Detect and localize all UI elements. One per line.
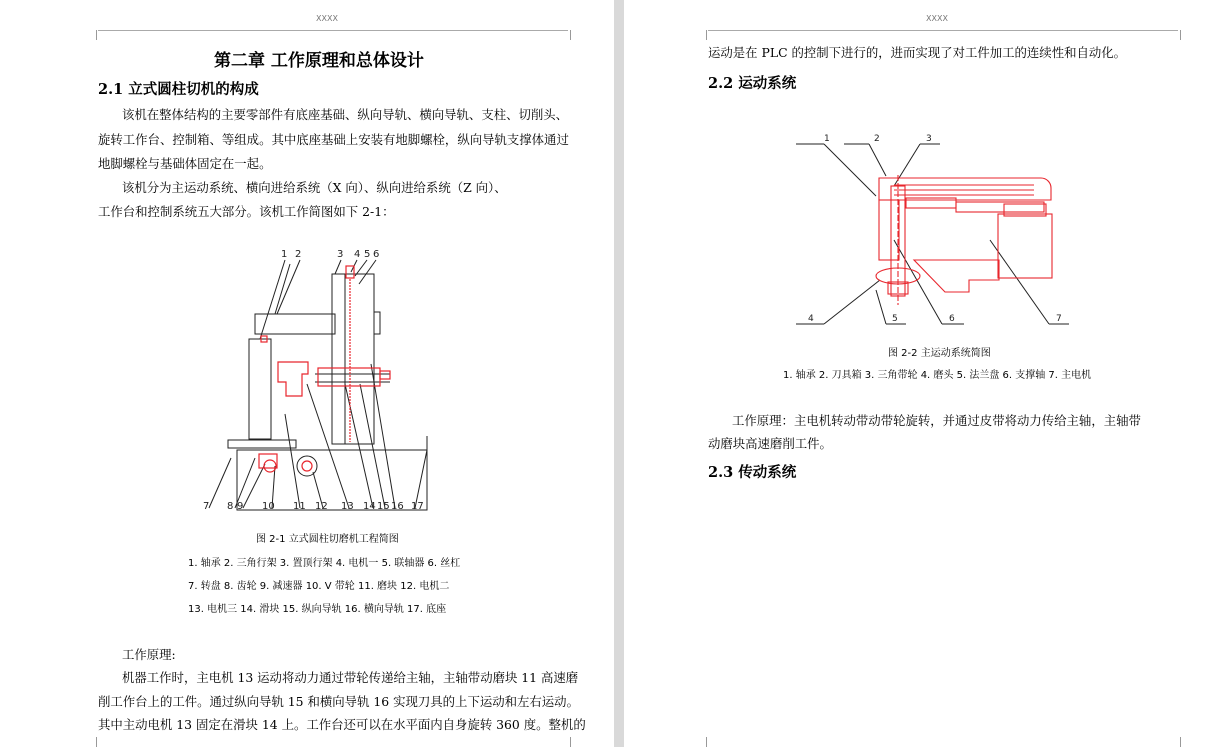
paragraph-line: 工作台和控制系统五大部分。该机工作简图如下 2-1： <box>98 204 395 219</box>
section-heading: 2.1 立式圆柱切机的构成 <box>98 81 259 98</box>
fig1-label: 3 <box>337 249 344 260</box>
fig1-label: 2 <box>295 249 302 260</box>
paragraph-line: 该机在整体结构的主要零部件有底座基础、纵向导轨、横向导轨、支柱、切削头、 <box>122 107 569 122</box>
header-rule <box>98 30 568 31</box>
fig1-label: 4 <box>354 249 361 260</box>
figure-legend-line: 1. 轴承 2. 刀具箱 3. 三角带轮 4. 磨头 5. 法兰盘 6. 支撑轴 7. 主电机 <box>783 370 1092 381</box>
paragraph-line: 动磨块高速磨削工件。 <box>708 436 832 451</box>
paragraph-line: 削工作台上的工件。通过纵向导轨 15 和横向导轨 16 实现刀具的上下运动和左右运动。 <box>98 694 579 709</box>
chapter-title: 第二章 工作原理和总体设计 <box>214 51 424 71</box>
fig1-label: 11 <box>293 501 306 512</box>
corner-mark <box>570 30 581 40</box>
figure-legend-line: 7. 转盘 8. 齿轮 9. 减速器 10. V 带轮 11. 磨块 12. 电机二 <box>188 581 450 592</box>
fig1-label: 14 <box>363 501 376 512</box>
fig2-label: 5 <box>892 314 898 324</box>
paragraph-line: 其中主动电机 13 固定在滑块 14 上。工作台还可以在水平面内自身旋转 360 度。整机的 <box>98 717 586 732</box>
fig1-label: 13 <box>341 501 354 512</box>
fig2-label: 6 <box>949 314 955 324</box>
figure-caption: 图 2-2 主运动系统简图 <box>888 348 991 359</box>
fig1-label: 17 <box>411 501 424 512</box>
fig1-label: 6 <box>373 249 380 260</box>
fig2-label: 3 <box>926 134 932 144</box>
right-page <box>624 0 1218 747</box>
fig1-label: 15 <box>377 501 390 512</box>
fig1-label: 1 <box>281 249 288 260</box>
figure-legend-line: 1. 轴承 2. 三角行架 3. 置顶行架 4. 电机一 5. 联轴器 6. 丝杠 <box>188 558 461 569</box>
page-header: XXXX <box>926 14 948 23</box>
fig2-label: 1 <box>824 134 830 144</box>
paragraph-line: 该机分为主运动系统、横向进给系统（X 向）、纵向进给系统（Z 向）、 <box>122 180 507 195</box>
figure-2-1-drawing <box>195 244 445 516</box>
fig1-label: 16 <box>391 501 404 512</box>
fig1-label: 8 <box>227 501 234 512</box>
corner-mark <box>1180 737 1191 747</box>
figure-legend-line: 13. 电机三 14. 滑块 15. 纵向导轨 16. 横向导轨 17. 底座 <box>188 604 447 615</box>
section-heading: 2.3 传动系统 <box>708 464 797 481</box>
corner-mark <box>86 737 97 747</box>
fig2-label: 4 <box>808 314 814 324</box>
corner-mark <box>696 737 707 747</box>
paragraph-line: 地脚螺栓与基础体固定在一起。 <box>98 156 272 171</box>
figure-2-2-drawing <box>794 130 1094 335</box>
section-heading: 2.2 运动系统 <box>708 75 797 92</box>
subheading-principle: 工作原理: <box>122 647 176 662</box>
fig1-label: 10 <box>262 501 275 512</box>
header-rule <box>708 30 1178 31</box>
fig2-label: 2 <box>874 134 880 144</box>
corner-mark <box>1180 30 1191 40</box>
page-header: XXXX <box>316 14 338 23</box>
paragraph-line: 运动是在 PLC 的控制下进行的，进而实现了对工件加工的连续性和自动化。 <box>708 45 1127 60</box>
paragraph-line: 工作原理：主电机转动带动带轮旋转，并通过皮带将动力传给主轴，主轴带 <box>732 413 1141 428</box>
corner-mark <box>86 30 97 40</box>
paragraph-line: 机器工作时，主电机 13 运动将动力通过带轮传递给主轴，主轴带动磨块 11 高速磨 <box>122 670 579 685</box>
corner-mark <box>570 737 581 747</box>
paragraph-line: 旋转工作台、控制箱、等组成。其中底座基础上安装有地脚螺栓，纵向导轨支撑体通过 <box>98 132 569 147</box>
figure-caption: 图 2-1 立式圆柱切磨机工程简图 <box>256 534 399 545</box>
fig2-label: 7 <box>1056 314 1062 324</box>
fig1-label: 12 <box>315 501 328 512</box>
fig1-label: 7 <box>203 501 210 512</box>
corner-mark <box>696 30 707 40</box>
fig1-label: 9 <box>237 501 244 512</box>
fig1-label: 5 <box>364 249 371 260</box>
